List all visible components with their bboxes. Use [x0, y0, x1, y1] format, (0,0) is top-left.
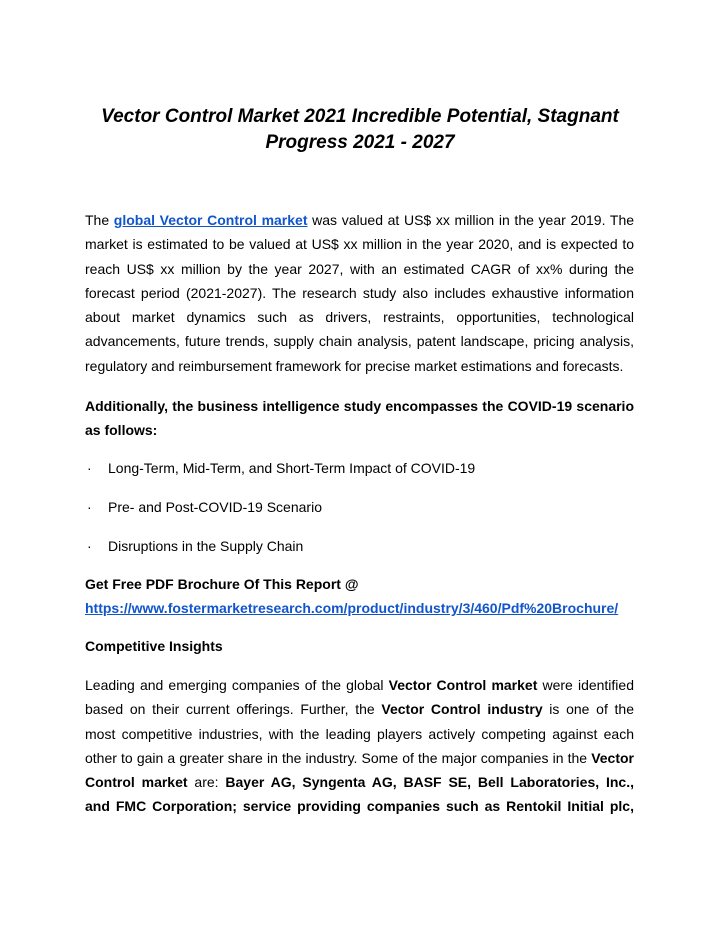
bullet-dot: ·: [87, 538, 92, 554]
intro-line-5: about market dynamics such as drivers, restraints, opportunities, technological: [85, 309, 634, 326]
covid-heading-line-1: Additionally, the business intelligence study encompasses the COVID-19 scenario: [85, 398, 634, 414]
intro-line-1: [85, 208, 634, 232]
brochure-section: [85, 572, 634, 621]
text-run-bold: Vector Control market: [388, 677, 538, 693]
bullet-text: Long-Term, Mid-Term, and Short-Term Impact of COVID-19: [108, 460, 476, 476]
page-title: [60, 104, 660, 156]
title-line-2: Progress 2021 - 2027: [265, 132, 455, 153]
text-run-bold: Vector: [591, 749, 634, 766]
intro-prefix: The: [85, 212, 114, 228]
text-run-bold: Control market: [85, 774, 188, 791]
text-run: Leading and emerging companies of the global: [85, 677, 389, 693]
intro-line-6: advancements, future trends, supply chain analysis, patent landscape, pricing analysis,: [85, 333, 634, 350]
text-run: were identified: [537, 677, 634, 693]
competitive-paragraph: [85, 673, 634, 819]
competitive-line-1: [85, 673, 634, 697]
covid-heading-line-2: as follows:: [85, 422, 158, 439]
bullet-text: Pre- and Post-COVID-19 Scenario: [108, 499, 322, 515]
text-run: is one of the: [542, 701, 634, 718]
competitive-line-6: and FMC Corporation; service providing companies such as Rentokil Initial plc,: [85, 798, 634, 815]
brochure-label: Get Free PDF Brochure Of This Report @: [85, 576, 359, 592]
title-line-1: Vector Control Market 2021 Incredible Potential, Stagnant: [101, 106, 619, 127]
competitive-line-2: [85, 697, 634, 721]
brochure-link[interactable]: https://www.fostermarketresearch.com/product/industry/3/460/Pdf%20Brochure/: [85, 600, 619, 617]
text-run: other to gain a greater share in the industry. Some of the major companies in the: [85, 749, 592, 766]
intro-line-1-text: was valued at US$ xx million in the year 2019. The: [307, 212, 635, 228]
text-run: are:: [187, 774, 226, 791]
bullet-text: Disruptions in the Supply Chain: [108, 538, 304, 554]
intro-line-4: forecast period (2021-2027). The research study also includes exhaustive information: [85, 284, 634, 301]
bullet-dot: ·: [87, 460, 92, 476]
competitive-line-5: [85, 770, 634, 794]
intro-line-7: regulatory and reimbursement framework for precise market estimations and forecasts.: [85, 357, 624, 374]
text-run-bold: Bayer AG, Syngenta AG, BASF SE, Bell Laboratories, Inc.,: [225, 774, 634, 791]
covid-heading: [85, 394, 634, 443]
bullet-dot: ·: [87, 499, 92, 515]
global-vector-control-market-link[interactable]: global Vector Control market: [113, 212, 308, 228]
intro-line-3: reach US$ xx million by the year 2027, with an estimated CAGR of xx% during the: [85, 260, 634, 277]
text-run-bold: Vector Control industry: [381, 701, 543, 718]
competitive-line-4: [85, 746, 634, 770]
intro-line-2: market is estimated to be valued at US$ xx million in the year 2020, and is expected to: [85, 236, 634, 253]
intro-paragraph: [85, 208, 634, 378]
competitive-line-3: most competitive industries, with the leading players actively competing against each: [85, 725, 634, 742]
competitive-heading: Competitive Insights: [85, 638, 223, 654]
text-run: based on their current offerings. Further, the: [85, 701, 382, 718]
